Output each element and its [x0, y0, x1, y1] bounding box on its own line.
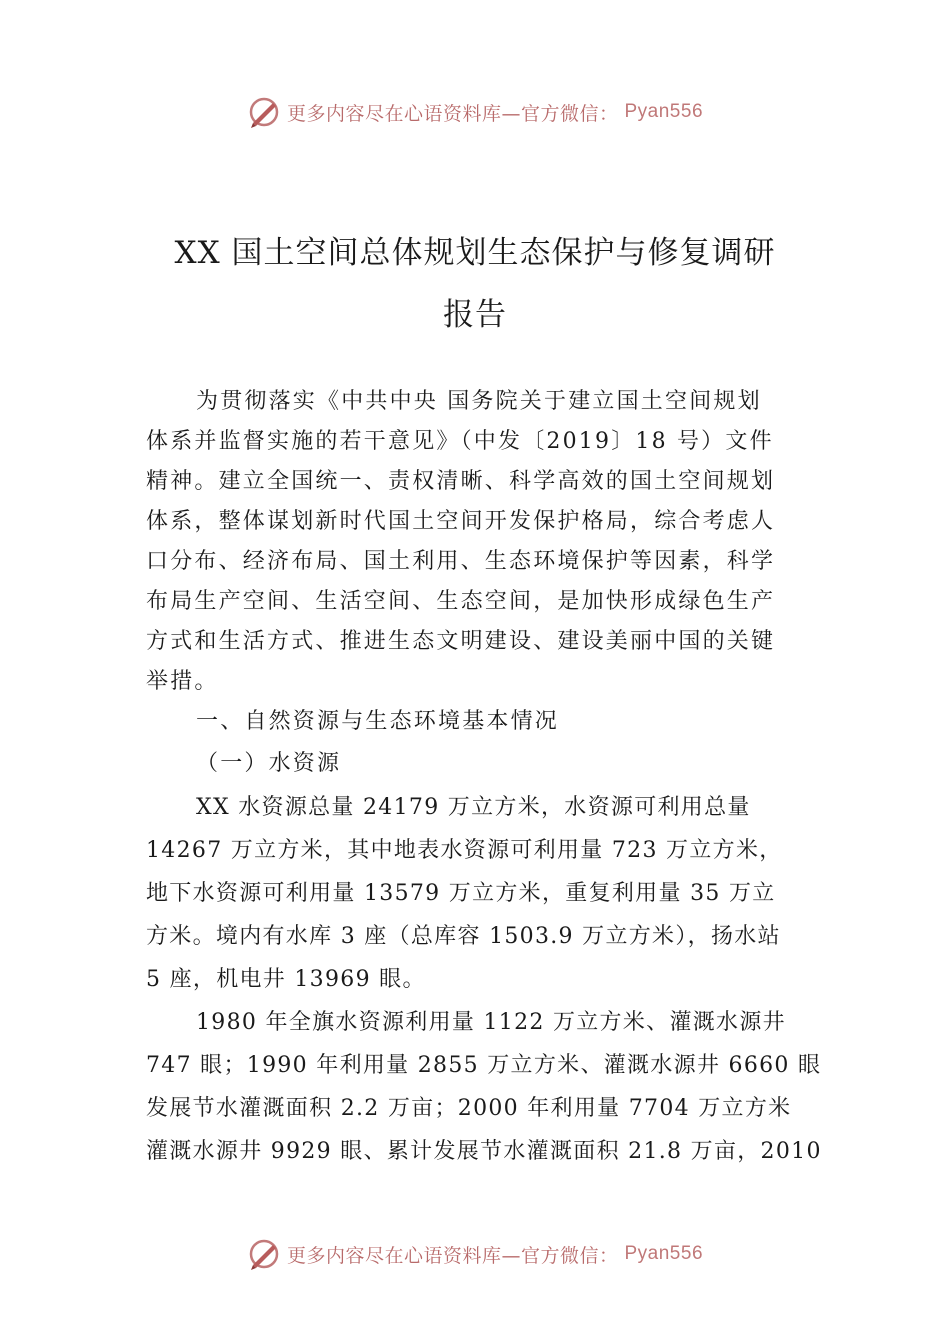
paragraph-line: 体系，整体谋划新时代国土空间开发保护格局，综合考虑人: [146, 509, 776, 534]
pen-logo-icon: [247, 95, 281, 129]
section-heading: 一、自然资源与生态环境基本情况: [196, 709, 560, 734]
paragraph-line: 747 眼；1990 年利用量 2855 万立方米、灌溉水源井 6660 眼: [146, 1053, 822, 1078]
subsection-heading: （一）水资源: [196, 751, 342, 776]
banner-account: Pyan556: [624, 1243, 704, 1264]
paragraph-line: 布局生产空间、生活空间、生态空间，是加快形成绿色生产: [146, 589, 776, 614]
paragraph-line: 方式和生活方式、推进生态文明建设、建设美丽中国的关键: [146, 629, 776, 654]
pen-logo-icon: [247, 1237, 281, 1271]
paragraph-line: 灌溉水源井 9929 眼、累计发展节水灌溉面积 21.8 万亩，2010: [146, 1139, 822, 1164]
paragraph-line: 5 座，机电井 13969 眼。: [146, 967, 426, 992]
water-paragraph: [146, 786, 810, 1001]
document-body: [146, 382, 822, 1173]
intro-paragraph: [146, 382, 810, 702]
paragraph-line: 口分布、经济布局、国土利用、生态环境保护等因素，科学: [146, 549, 776, 574]
paragraph-line: 1980 年全旗水资源利用量 1122 万立方米、灌溉水源井: [196, 1010, 786, 1035]
paragraph-line: 14267 万立方米，其中地表水资源可利用量 723 万立方米，: [146, 838, 783, 863]
paragraph-line: 为贯彻落实《中共中央 国务院关于建立国土空间规划: [196, 389, 762, 414]
header-watermark-banner: [0, 92, 950, 132]
paragraph-line: 精神。建立全国统一、责权清晰、科学高效的国土空间规划: [146, 469, 776, 494]
title-line-1: XX 国土空间总体规划生态保护与修复调研: [174, 235, 776, 271]
document-title: [140, 222, 810, 346]
history-paragraph: [146, 1001, 822, 1173]
banner-account: Pyan556: [624, 101, 704, 122]
banner-text: 更多内容尽在心语资料库—官方微信：: [286, 1244, 619, 1267]
paragraph-line: 地下水资源可利用量 13579 万立方米，重复利用量 35 万立: [146, 881, 776, 906]
paragraph-line: 方米。境内有水库 3 座（总库容 1503.9 万立方米），扬水站: [146, 924, 781, 949]
banner-text: 更多内容尽在心语资料库—官方微信：: [286, 102, 619, 125]
paragraph-line: 体系并监督实施的若干意见》（中发〔2019〕18 号）文件: [146, 429, 774, 454]
title-line-2: 报告: [443, 297, 507, 333]
paragraph-line: 发展节水灌溉面积 2.2 万亩；2000 年利用量 7704 万立方米: [146, 1096, 792, 1121]
paragraph-line: 举措。: [146, 669, 219, 694]
footer-watermark-banner: [0, 1234, 950, 1274]
paragraph-line: XX 水资源总量 24179 万立方米，水资源可利用总量: [196, 795, 751, 820]
